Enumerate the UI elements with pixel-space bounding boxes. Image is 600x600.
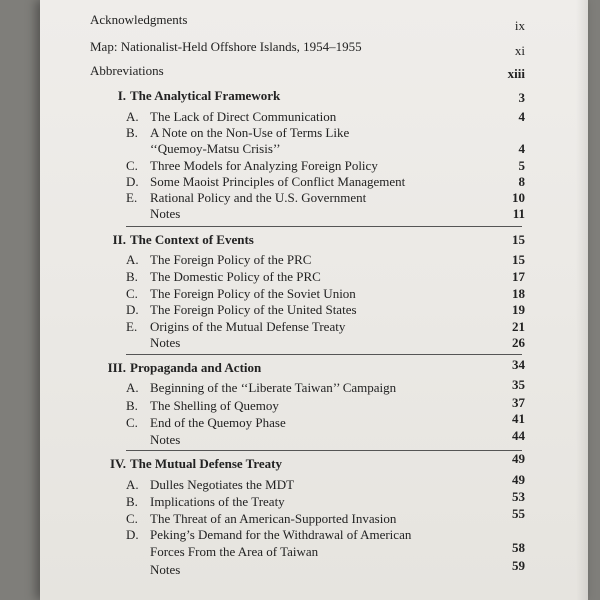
chapter-title: The Analytical Framework	[130, 88, 281, 103]
toc-entry-notes	[40, 558, 588, 579]
chapter-page: 15	[512, 232, 525, 247]
entry-page: 44	[512, 428, 525, 443]
entry-label: The Shelling of Quemoy	[150, 398, 279, 413]
entry-letter: C.	[126, 511, 138, 526]
entry-letter: D.	[126, 174, 139, 189]
chapter-page: 34	[512, 357, 525, 372]
chapter-number: II.	[112, 232, 126, 247]
entry-label: Rational Policy and the U.S. Government	[150, 190, 367, 205]
entry-page: 21	[512, 319, 525, 334]
entry-letter: A.	[126, 109, 139, 124]
chapter-number: III.	[107, 360, 126, 375]
entry-letter: C.	[126, 415, 138, 430]
toc-entry-notes	[40, 334, 588, 352]
entry-label: Notes	[150, 206, 181, 221]
entry-letter: D.	[126, 302, 139, 317]
entry-letter: A.	[126, 380, 139, 395]
entry-label: Notes	[150, 432, 181, 447]
entry-label-continued: Forces From the Area of Taiwan	[150, 544, 319, 559]
entry-label: Origins of the Mutual Defense Treaty	[150, 319, 346, 334]
entry-letter: B.	[126, 269, 138, 284]
entry-page: 8	[518, 174, 525, 189]
entry-page: 18	[512, 286, 525, 301]
entry-page: 10	[512, 190, 525, 205]
entry-page: 37	[512, 395, 525, 410]
entry-label: Notes	[150, 335, 181, 350]
entry-letter: B.	[126, 494, 138, 509]
entry-letter: B.	[126, 125, 138, 140]
entry-label: The Foreign Policy of the United States	[150, 302, 357, 317]
toc-chapter-3	[40, 359, 588, 377]
entry-label: Some Maoist Principles of Conflict Management	[150, 174, 406, 189]
entry-page: 58	[512, 540, 525, 555]
entry-letter: C.	[126, 158, 138, 173]
entry-label: The Foreign Policy of the PRC	[150, 252, 312, 267]
entry-page: 49	[512, 472, 525, 487]
toc-front-page: xi	[514, 43, 525, 58]
entry-page: 59	[512, 558, 525, 573]
entry-label: The Lack of Direct Communication	[150, 109, 337, 124]
entry-label: The Foreign Policy of the Soviet Union	[150, 286, 356, 301]
book-page	[40, 0, 588, 600]
entry-label: A Note on the Non-Use of Terms Like	[150, 125, 350, 140]
entry-label: Beginning of the ‘‘Liberate Taiwan’’ Campaign	[150, 380, 397, 395]
entry-page: 19	[512, 302, 525, 317]
chapter-title: Propaganda and Action	[130, 360, 262, 375]
entry-page: 53	[512, 489, 525, 504]
entry-label: Implications of the Treaty	[150, 494, 285, 509]
entry-page: 4	[518, 141, 525, 156]
toc-front-page: ix	[514, 18, 525, 33]
toc-entry	[40, 251, 588, 269]
chapter-number: I.	[117, 88, 126, 103]
entry-label: Three Models for Analyzing Foreign Policy	[150, 158, 378, 173]
entry-label: Peking’s Demand for the Withdrawal of American	[150, 527, 412, 542]
entry-label-continued: ‘‘Quemoy-Matsu Crisis’’	[150, 141, 281, 156]
toc-entry	[40, 268, 588, 286]
entry-page: 15	[512, 252, 525, 267]
entry-page: 26	[512, 335, 525, 350]
entry-label: End of the Quemoy Phase	[150, 415, 286, 430]
entry-page: 55	[512, 506, 525, 521]
entry-page: 4	[518, 109, 525, 124]
entry-letter: D.	[126, 527, 139, 542]
entry-label: Notes	[150, 562, 181, 577]
chapter-title: The Mutual Defense Treaty	[130, 456, 283, 471]
toc-front-acknowledgments	[40, 11, 588, 33]
toc-front-label: Abbreviations	[90, 63, 164, 78]
entry-letter: A.	[126, 252, 139, 267]
toc-chapter-2	[40, 231, 588, 249]
chapter-page: 49	[512, 451, 525, 466]
toc-front-page: xiii	[507, 66, 525, 81]
entry-letter: E.	[126, 190, 138, 205]
toc-entry-notes	[40, 428, 588, 449]
entry-page: 17	[512, 269, 525, 284]
toc-front-label: Acknowledgments	[90, 12, 188, 27]
toc-front-abbreviations	[40, 62, 588, 80]
toc-entry	[40, 301, 588, 319]
toc-entry-continued	[40, 140, 588, 158]
entry-letter: B.	[126, 398, 138, 413]
toc-chapter-1	[40, 87, 588, 105]
toc-front-map	[40, 38, 588, 56]
entry-page: 5	[518, 158, 525, 173]
chapter-title: The Context of Events	[130, 232, 254, 247]
entry-label: The Domestic Policy of the PRC	[150, 269, 321, 284]
section-divider	[126, 226, 522, 227]
toc-entry-notes	[40, 205, 588, 223]
entry-page: 41	[512, 411, 525, 426]
entry-letter: E.	[126, 319, 138, 334]
entry-letter: C.	[126, 286, 138, 301]
chapter-page: 3	[518, 90, 525, 105]
section-divider	[126, 354, 522, 355]
entry-label: Dulles Negotiates the MDT	[150, 477, 295, 492]
entry-letter: A.	[126, 477, 139, 492]
toc-front-label: Map: Nationalist-Held Offshore Islands, 1954–1955	[90, 39, 362, 54]
section-divider	[126, 450, 522, 451]
entry-page: 11	[512, 206, 525, 221]
entry-page: 35	[512, 377, 525, 392]
chapter-number: IV.	[109, 456, 126, 471]
entry-label: The Threat of an American-Supported Invasion	[150, 511, 397, 526]
